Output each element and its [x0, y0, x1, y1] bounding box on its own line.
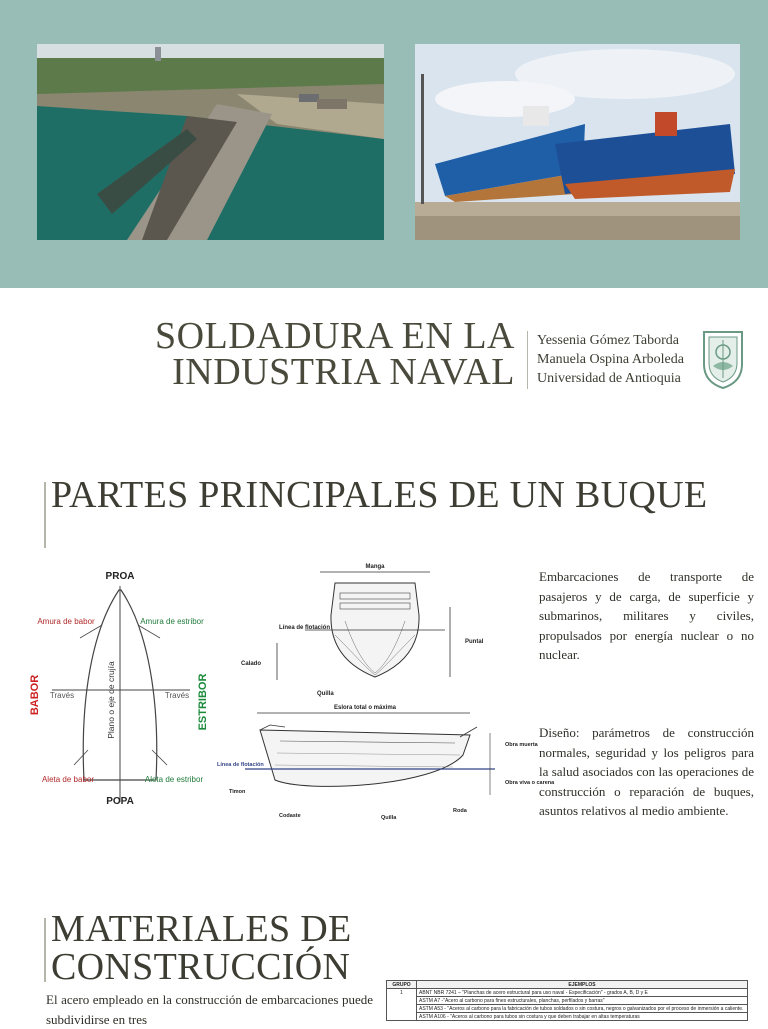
starboard-label: ESTRIBOR [197, 673, 209, 731]
title-divider [527, 331, 528, 389]
waterline-label-1: Línea de flotación [279, 625, 331, 631]
obra-viva-label: Obra viva o carena [505, 780, 555, 786]
ships-drydock-photo [415, 44, 740, 240]
section-title-partes: PARTES PRINCIPALES DE UN BUQUE [51, 474, 708, 516]
table-cell: ABNT NBR 7241 – "Planchas de acero estructural para uso naval - Especificación" - grados A, B, D y E [417, 989, 748, 997]
eslora-label: Eslora total o máxima [333, 705, 397, 711]
table-row [387, 1005, 748, 1013]
port-quarter-label: Aleta de babor [41, 775, 95, 784]
presentation-title [100, 315, 515, 393]
port-label: BABOR [29, 674, 41, 716]
section-accent-bar [44, 482, 46, 548]
obra-muerta-label: Obra muerta [505, 742, 538, 748]
starboard-quarter-label: Aleta de estribor [144, 775, 204, 784]
codaste-label: Codaste [279, 813, 301, 819]
table-row [387, 989, 748, 997]
university-seal-logo [698, 328, 748, 390]
section-accent-bar [44, 918, 46, 982]
paragraph-acero: El acero empleado en la construcción de embarcaciones puede subdividirse en tres [46, 992, 373, 1027]
waterline-label-2: Línea de flotación [217, 762, 264, 768]
section2-title-line-2: CONSTRUCCIÓN [51, 946, 351, 988]
beam-left-label: Través [49, 691, 75, 700]
manga-label: Manga [365, 564, 385, 570]
centerline-label: Plano o eje de crujía [106, 661, 116, 739]
university-name: Universidad de Antioquia [537, 371, 681, 386]
timon-label: Timon [229, 789, 246, 795]
authors-block [537, 331, 684, 388]
paragraph-diseno: Diseño: parámetros de construcción normales, seguridad y los peligros para la salud asociados con las operaciones de construcción o reparación de buques, asuntos relativos al medio ambiente. [539, 725, 754, 818]
title-line-2: INDUSTRIA NAVAL [172, 351, 515, 393]
puntal-label: Puntal [465, 639, 484, 645]
table-cell: ASTM A53 - "Aceros al carbono para la fabricación de tubos soldados o sin costura, negros o galvanizados por el proceso de inmersión a caliente. [417, 1005, 748, 1013]
table-cell: ASTM A7 -"Acero al carbono para fines estructurales, planchas, perfilados y barras" [417, 997, 748, 1005]
table-row [387, 997, 748, 1005]
table-header-group: GRUPO [387, 981, 417, 989]
shipyard-port-photo [37, 44, 384, 240]
beam-right-label: Través [164, 691, 190, 700]
ship-sections-diagram [215, 555, 555, 827]
roda-label: Roda [453, 808, 467, 814]
author-2: Manuela Ospina Arboleda [537, 352, 684, 367]
author-1: Yessenia Gómez Taborda [537, 333, 679, 348]
section2-title-line-1: MATERIALES DE [51, 908, 352, 950]
bow-label: PROA [105, 571, 135, 582]
steel-groups-table [386, 980, 748, 1024]
table-row [387, 1013, 748, 1021]
table-header-examples: EJEMPLOS [417, 981, 748, 989]
starboard-bow-label: Amura de estribor [140, 617, 204, 626]
hull-orientation-diagram [22, 560, 227, 810]
calado-label: Calado [241, 661, 262, 667]
quilla-label-2: Quilla [381, 815, 397, 821]
section-title-materiales [51, 910, 381, 986]
header-banner [0, 0, 768, 288]
table-cell: ASTM A106 - "Aceros al carbono para tubos sin costura y que deben trabajar en altas temperaturas [417, 1013, 748, 1021]
paragraph-embarcaciones: Embarcaciones de transporte de pasajeros y de carga, de superficie y submarinos, militares y civiles, propulsados por energía nuclear o no nuclear. [539, 569, 754, 662]
table-cell-group: 1 [387, 989, 417, 1021]
quilla-label-1: Quilla [317, 691, 334, 697]
stern-label: POPA [106, 796, 134, 807]
title-line-1: SOLDADURA EN LA [154, 315, 515, 357]
port-bow-label: Amura de babor [37, 617, 95, 626]
